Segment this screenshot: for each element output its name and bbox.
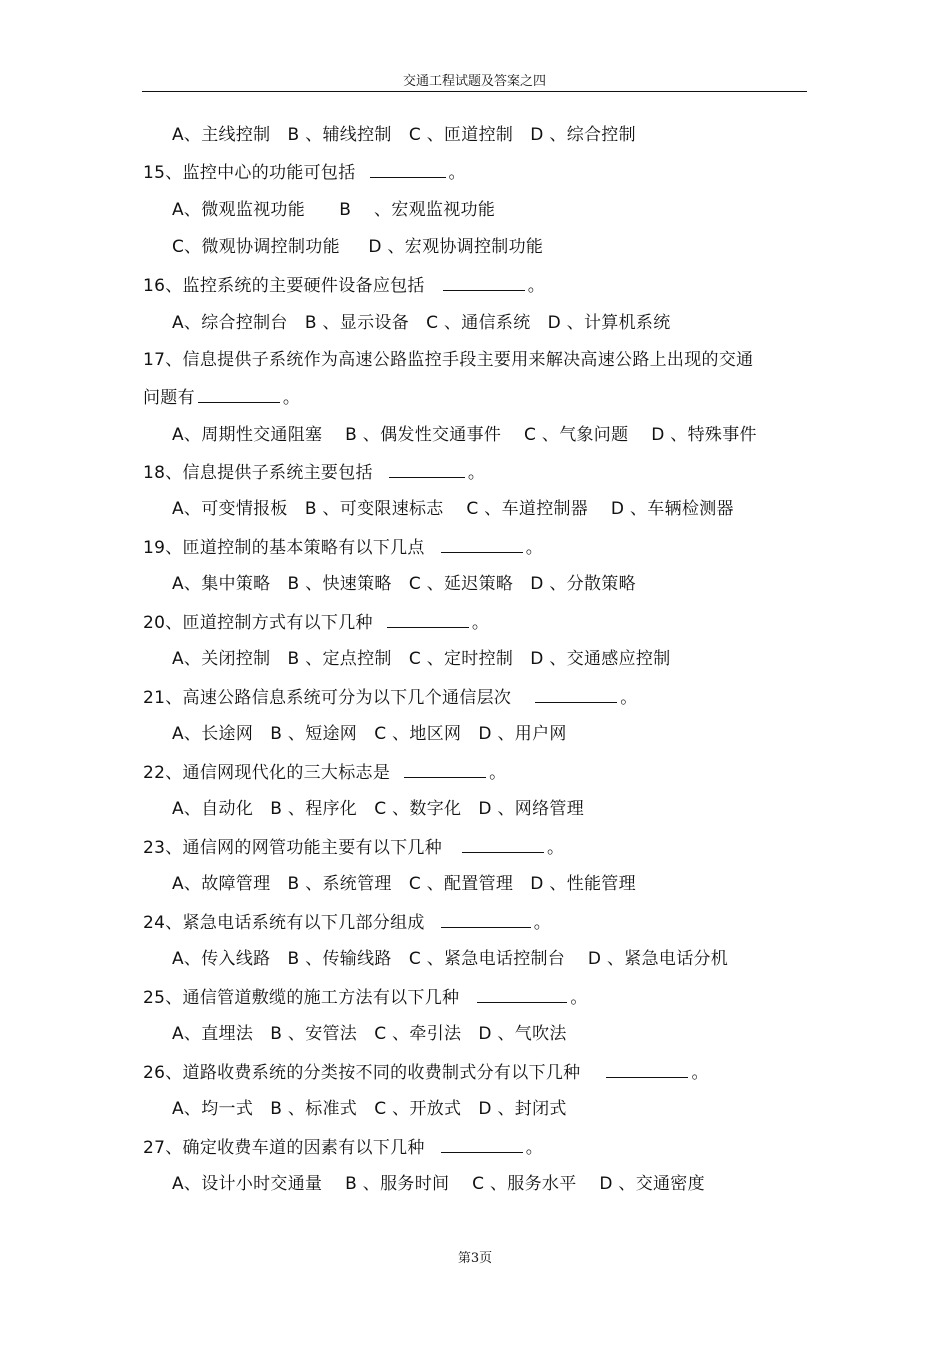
options-line: A、微观监视功能 B 、宏观监视功能 bbox=[172, 200, 496, 220]
question-end: 。 bbox=[489, 763, 507, 783]
question-26 bbox=[143, 1061, 709, 1084]
question-end: 。 bbox=[691, 1063, 709, 1083]
answer-blank bbox=[477, 986, 567, 1003]
question-text: 18、信息提供子系统主要包括 bbox=[143, 463, 373, 483]
options-line: A、长途网 B 、短途网 C 、地区网 D 、用户网 bbox=[172, 724, 567, 744]
answer-blank bbox=[389, 461, 465, 478]
answer-blank bbox=[441, 536, 523, 553]
page-header: 交通工程试题及答案之四 bbox=[402, 74, 546, 89]
answer-blank bbox=[441, 911, 531, 928]
options-line: A、集中策略 B 、快速策略 C 、延迟策略 D 、分散策略 bbox=[172, 574, 636, 594]
question-17: 17、信息提供子系统作为高速公路监控手段主要用来解决高速公路上出现的交通 bbox=[143, 350, 754, 370]
options-line: A、故障管理 B 、系统管理 C 、配置管理 D 、性能管理 bbox=[172, 874, 636, 894]
options-line: A、设计小时交通量 B 、服务时间 C 、服务水平 D 、交通密度 bbox=[172, 1174, 705, 1194]
question-end: 。 bbox=[547, 838, 565, 858]
question-17-cont bbox=[143, 386, 300, 409]
question-text: 19、匝道控制的基本策略有以下几点 bbox=[143, 538, 425, 558]
question-end: 。 bbox=[282, 388, 301, 408]
options-line: A、传入线路 B 、传输线路 C 、紧急电话控制台 D 、紧急电话分机 bbox=[172, 949, 729, 969]
options-line: A、自动化 B 、程序化 C 、数字化 D 、网络管理 bbox=[172, 799, 584, 819]
answer-blank bbox=[370, 161, 446, 178]
header-rule bbox=[142, 91, 807, 92]
question-20 bbox=[143, 611, 489, 634]
question-end: 。 bbox=[471, 613, 490, 633]
question-text: 23、通信网的网管功能主要有以下几种 bbox=[143, 838, 443, 858]
answer-blank bbox=[462, 836, 544, 853]
question-23 bbox=[143, 836, 564, 859]
question-22 bbox=[143, 761, 506, 784]
question-25 bbox=[143, 986, 588, 1009]
options-line: A、综合控制台 B 、显示设备 C 、通信系统 D 、计算机系统 bbox=[172, 313, 671, 333]
question-text: 26、道路收费系统的分类按不同的收费制式分有以下几种 bbox=[143, 1063, 581, 1083]
question-end: 。 bbox=[448, 163, 466, 183]
options-line: A、关闭控制 B 、定点控制 C 、定时控制 D 、交通感应控制 bbox=[172, 649, 671, 669]
question-16 bbox=[143, 274, 545, 297]
question-24 bbox=[143, 911, 551, 934]
options-line: A、可变情报板 B 、可变限速标志 C 、车道控制器 D 、车辆检测器 bbox=[172, 499, 734, 519]
question-text: 27、确定收费车道的因素有以下几种 bbox=[143, 1138, 425, 1158]
question-18 bbox=[143, 461, 485, 484]
page-number: 第3页 bbox=[457, 1251, 493, 1266]
question-text: 16、监控系统的主要硬件设备应包括 bbox=[143, 276, 425, 296]
question-27 bbox=[143, 1136, 543, 1159]
question-end: 。 bbox=[570, 988, 588, 1008]
question-text: 15、监控中心的功能可包括 bbox=[143, 163, 356, 183]
question-21 bbox=[143, 686, 638, 709]
question-text: 问题有 bbox=[143, 388, 195, 408]
answer-blank bbox=[443, 274, 525, 291]
question-text: 24、紧急电话系统有以下几部分组成 bbox=[143, 913, 425, 933]
question-15 bbox=[143, 161, 466, 184]
question-end: 。 bbox=[620, 688, 638, 708]
question-text: 21、高速公路信息系统可分为以下几个通信层次 bbox=[143, 688, 512, 708]
options-line: A、直埋法 B 、安管法 C 、牵引法 D 、气吹法 bbox=[172, 1024, 567, 1044]
question-text: 22、通信网现代化的三大标志是 bbox=[143, 763, 391, 783]
question-text: 25、通信管道敷缆的施工方法有以下几种 bbox=[143, 988, 460, 1008]
question-end: 。 bbox=[525, 538, 544, 558]
answer-blank bbox=[535, 686, 617, 703]
options-line: A、主线控制 B 、辅线控制 C 、匝道控制 D 、综合控制 bbox=[172, 125, 636, 145]
options-line: A、周期性交通阻塞 B 、偶发性交通事件 C 、气象问题 D 、特殊事件 bbox=[172, 425, 757, 445]
options-line: C、微观协调控制功能 D 、宏观协调控制功能 bbox=[172, 237, 544, 257]
answer-blank bbox=[606, 1061, 688, 1078]
answer-blank bbox=[198, 386, 280, 403]
question-end: 。 bbox=[527, 276, 546, 296]
question-end: 。 bbox=[533, 913, 552, 933]
question-end: 。 bbox=[525, 1138, 544, 1158]
answer-blank bbox=[404, 761, 486, 778]
options-line: A、均一式 B 、标准式 C 、开放式 D 、封闭式 bbox=[172, 1099, 567, 1119]
answer-blank bbox=[441, 1136, 523, 1153]
question-text: 20、匝道控制方式有以下几种 bbox=[143, 613, 373, 633]
question-end: 。 bbox=[467, 463, 486, 483]
answer-blank bbox=[387, 611, 469, 628]
question-19 bbox=[143, 536, 543, 559]
